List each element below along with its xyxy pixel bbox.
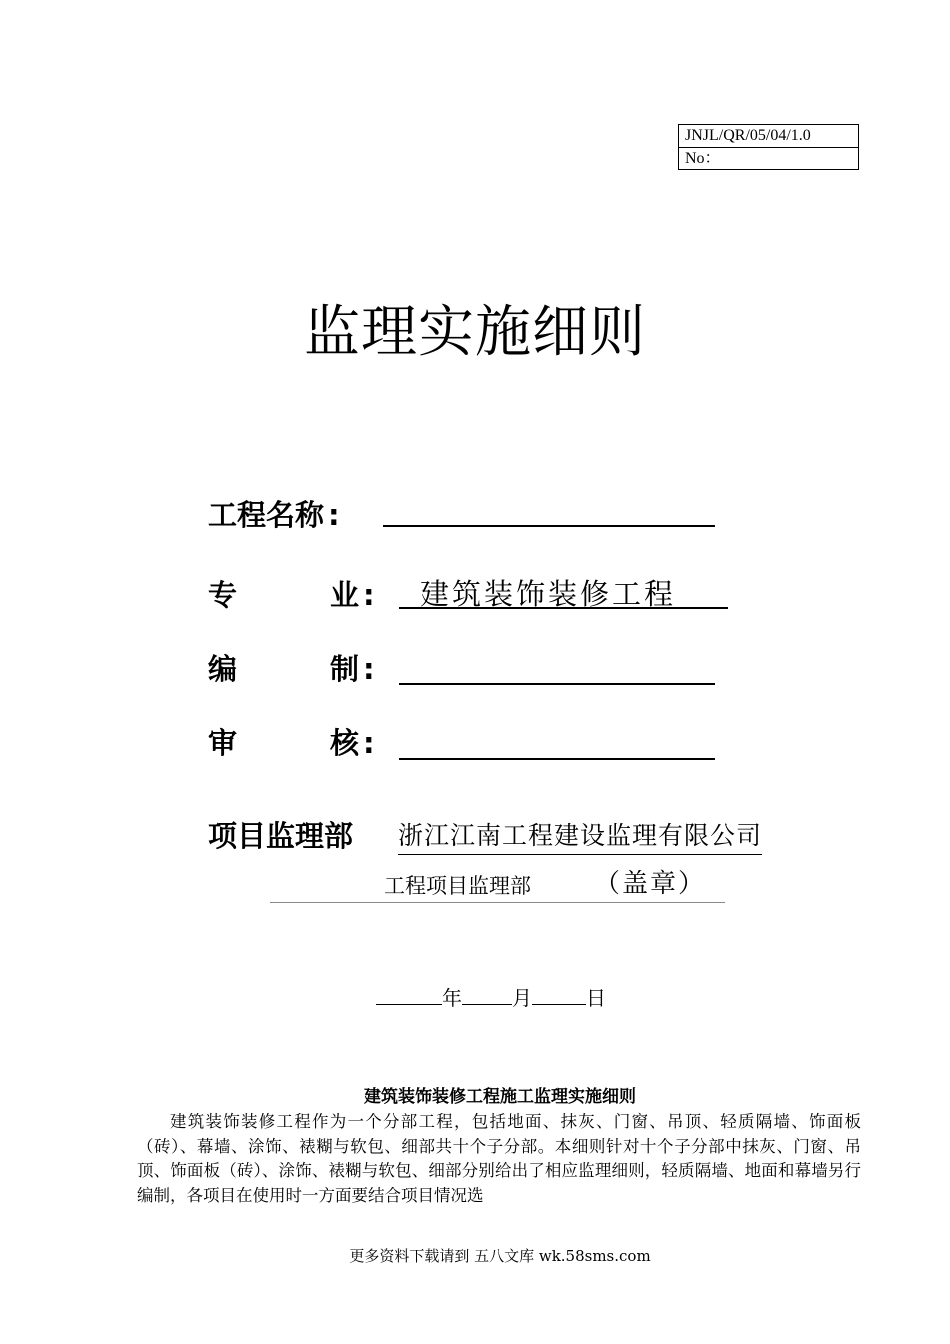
specialty-field[interactable] xyxy=(399,607,728,609)
department-label: 项目监理部 xyxy=(208,819,354,853)
section-title: 建筑装饰装修工程施工监理实施细则 xyxy=(364,1087,636,1107)
document-code: JNJL/QR/05/04/1.0 xyxy=(685,127,811,144)
specialty-value: 建筑装饰装修工程 xyxy=(420,577,677,611)
seal-text: （盖章） xyxy=(594,869,707,899)
year-label: 年 xyxy=(442,986,462,1010)
department-underline xyxy=(270,902,725,903)
reviewed-by-label-second xyxy=(330,725,375,761)
colon: : xyxy=(363,726,375,760)
year-field[interactable] xyxy=(376,984,442,1005)
colon: : xyxy=(363,652,375,686)
department-sub: 工程项目监理部 xyxy=(384,874,531,898)
month-label: 月 xyxy=(512,986,532,1010)
specialty-label-first: 专 xyxy=(208,578,238,612)
prepared-by-label-second-text: 制 xyxy=(330,652,360,686)
date-row xyxy=(376,984,606,1012)
footer-link[interactable]: 更多资料下载请到 五八文库 wk.58sms.com xyxy=(349,1247,651,1265)
reviewed-by-label-second-text: 核 xyxy=(330,726,360,760)
reviewed-by-field[interactable] xyxy=(399,758,715,760)
department-name: 浙江江南工程建设监理有限公司 xyxy=(398,820,762,855)
specialty-label-second-text: 业 xyxy=(330,578,360,612)
document-code-box xyxy=(678,124,859,170)
project-name-field[interactable] xyxy=(383,525,715,527)
reviewed-by-label-first: 审 xyxy=(208,726,238,760)
month-field[interactable] xyxy=(462,984,512,1005)
project-name-label-text: 工程名称 xyxy=(208,498,325,532)
prepared-by-label-first: 编 xyxy=(208,652,238,686)
prepared-by-field[interactable] xyxy=(399,683,715,685)
specialty-label-second xyxy=(330,577,375,613)
document-title: 监理实施细则 xyxy=(304,300,646,365)
document-number-label: No： xyxy=(679,147,858,170)
day-label: 日 xyxy=(586,986,606,1010)
day-field[interactable] xyxy=(532,984,586,1005)
colon: : xyxy=(363,578,375,612)
prepared-by-label-second xyxy=(330,651,375,687)
colon: : xyxy=(328,498,340,532)
project-name-label xyxy=(208,497,340,533)
section-body: 建筑装饰装修工程作为一个分部工程，包括地面、抹灰、门窗、吊顶、轻质隔墙、饰面板（砖）、幕墙、涂饰、裱糊与软包、细部共十个子分部。本细则针对十个子分部中抹灰、门窗、吊顶、饰面板（砖）、涂饰、裱糊与软包、细部分别给出了相应监理细则，轻质隔墙、地面和幕墙另行编制，各项目在使用时一方面要结合项目情况选 xyxy=(137,1112,861,1205)
